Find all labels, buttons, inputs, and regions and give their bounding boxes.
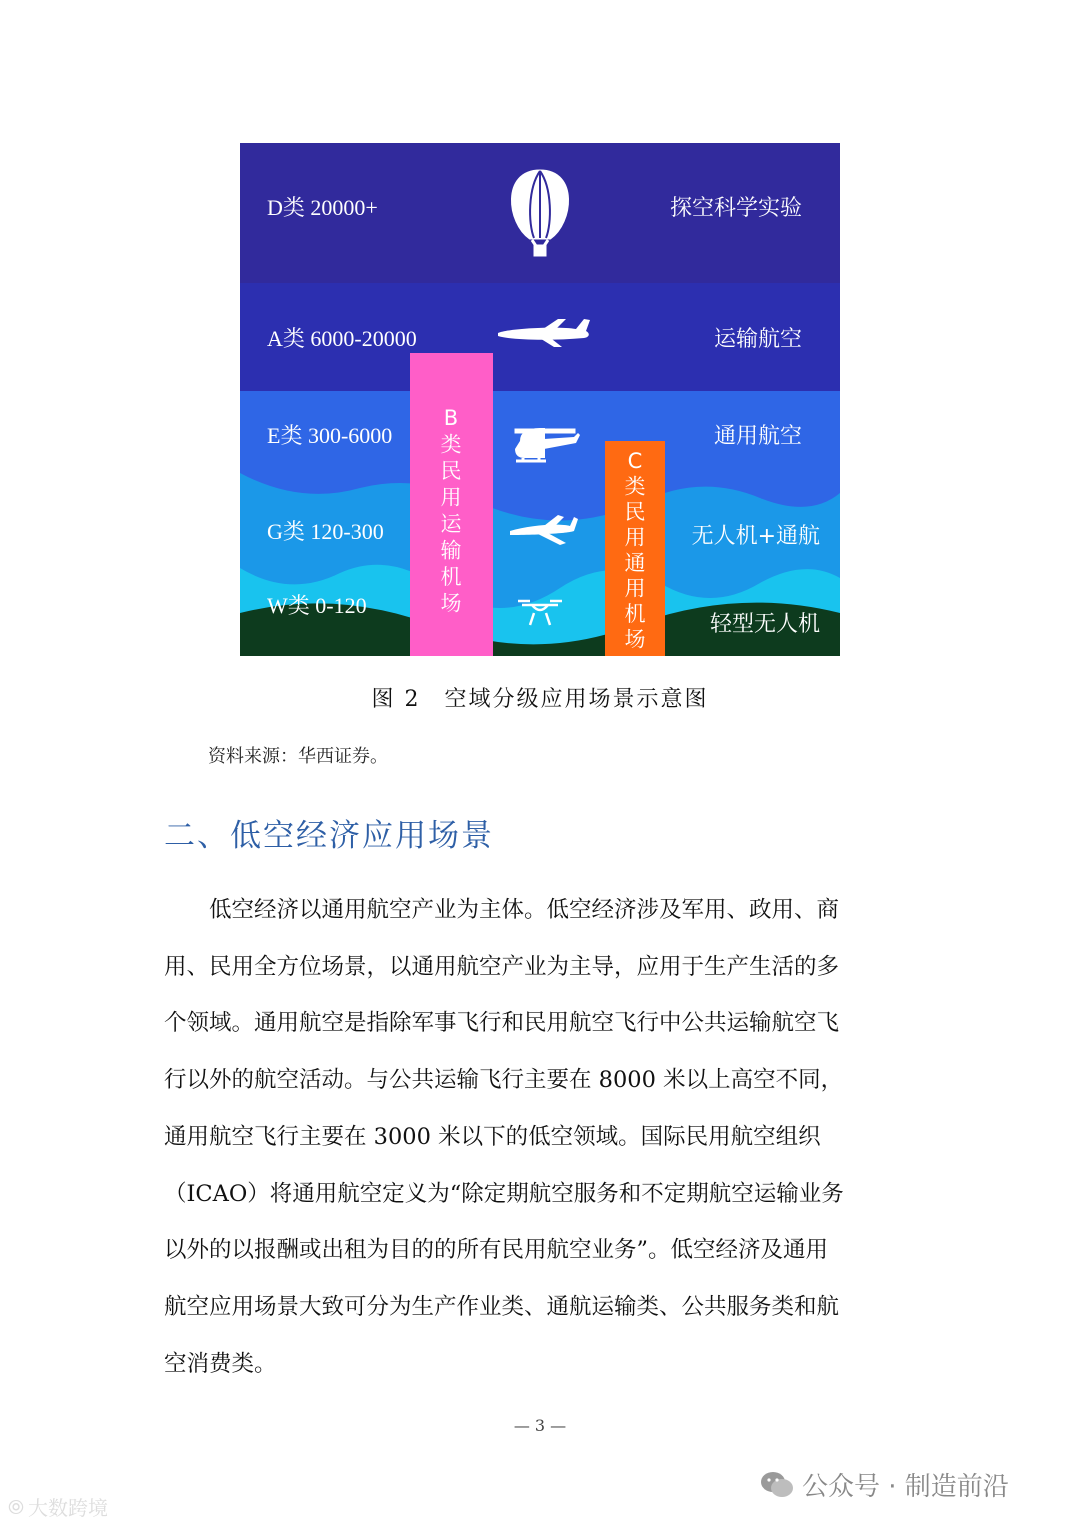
airport-text-char: 民	[624, 500, 646, 524]
paragraph-line: 行以外的航空活动。与公共运输飞行主要在 8000 米以上高空不同，	[164, 1067, 844, 1094]
corner-watermark	[8, 1492, 108, 1521]
zone-e-label: E类 300-6000	[267, 423, 393, 448]
airport-text-char: 类	[624, 474, 646, 499]
zone-a-label: A类 6000-20000	[267, 326, 417, 351]
paragraph-line: 用、民用全方位场景，以通用航空产业为主导，应用于生产生活的多	[164, 953, 840, 980]
body-paragraph	[164, 882, 916, 1392]
paragraph-line: 航空应用场景大致可分为生产作业类、通航运输类、公共服务类和航	[164, 1293, 840, 1320]
page-number: — 3 —	[513, 1416, 567, 1435]
airport-text-char: 运	[440, 512, 462, 536]
paragraph-line: 个领域。通用航空是指除军事飞行和民用航空飞行中公共运输航空飞	[164, 1010, 840, 1037]
wechat-watermark	[760, 1466, 1009, 1503]
airport-text-char: 场	[440, 591, 462, 616]
paragraph-line: 以外的以报酬或出租为目的的所有民用航空业务”。低空经济及通用	[164, 1237, 829, 1264]
zone-d-use: 探空科学实验	[669, 196, 802, 221]
wechat-icon	[760, 1470, 794, 1500]
airport-c-text	[625, 449, 646, 652]
airport-text-char: 用	[624, 576, 646, 601]
airport-text-char: 通	[624, 551, 646, 575]
airport-text-char: B	[443, 406, 459, 430]
airport-text-char: 用	[624, 525, 646, 550]
paragraph-line: 空消费类。	[164, 1350, 277, 1377]
airport-text-char: C	[627, 449, 643, 473]
airport-text-char: 民	[440, 459, 462, 483]
airspace-classification-figure	[240, 143, 840, 656]
zone-w-use: 轻型无人机	[709, 612, 820, 637]
figure-source: 资料来源：华西证券。	[208, 746, 388, 767]
airport-text-char: 用	[440, 485, 462, 510]
airport-text-char: 场	[624, 627, 646, 652]
zone-d-label: D类 20000+	[267, 195, 378, 220]
watermark-logo-icon: ⦾	[8, 1494, 24, 1519]
figure-caption: 图 2 空域分级应用场景示意图	[371, 687, 709, 712]
paragraph-line: 低空经济以通用航空产业为主体。低空经济涉及军用、政用、商	[164, 897, 840, 923]
zone-e-use: 通用航空	[713, 424, 802, 449]
zone-g-label: G类 120-300	[267, 519, 384, 544]
airport-text-char: 类	[440, 432, 462, 457]
zone-w-label: W类 0-120	[267, 593, 367, 618]
zone-a-use: 运输航空	[713, 327, 802, 352]
paragraph-line: 通用航空飞行主要在 3000 米以下的低空领域。国际民用航空组织	[164, 1123, 821, 1150]
airport-text-char: 输	[440, 538, 462, 563]
airport-text-char: 机	[624, 602, 646, 626]
section-heading: 二、低空经济应用场景	[164, 818, 494, 854]
wechat-account-text: 公众号 · 制造前沿	[802, 1472, 1009, 1502]
zone-g-use: 无人机+通航	[691, 524, 820, 549]
corner-watermark-text: 大数跨境	[28, 1496, 108, 1520]
airport-text-char: 机	[440, 565, 462, 589]
paragraph-line: （ICAO）将通用航空定义为“除定期航空服务和不定期航空运输业务	[164, 1180, 844, 1207]
